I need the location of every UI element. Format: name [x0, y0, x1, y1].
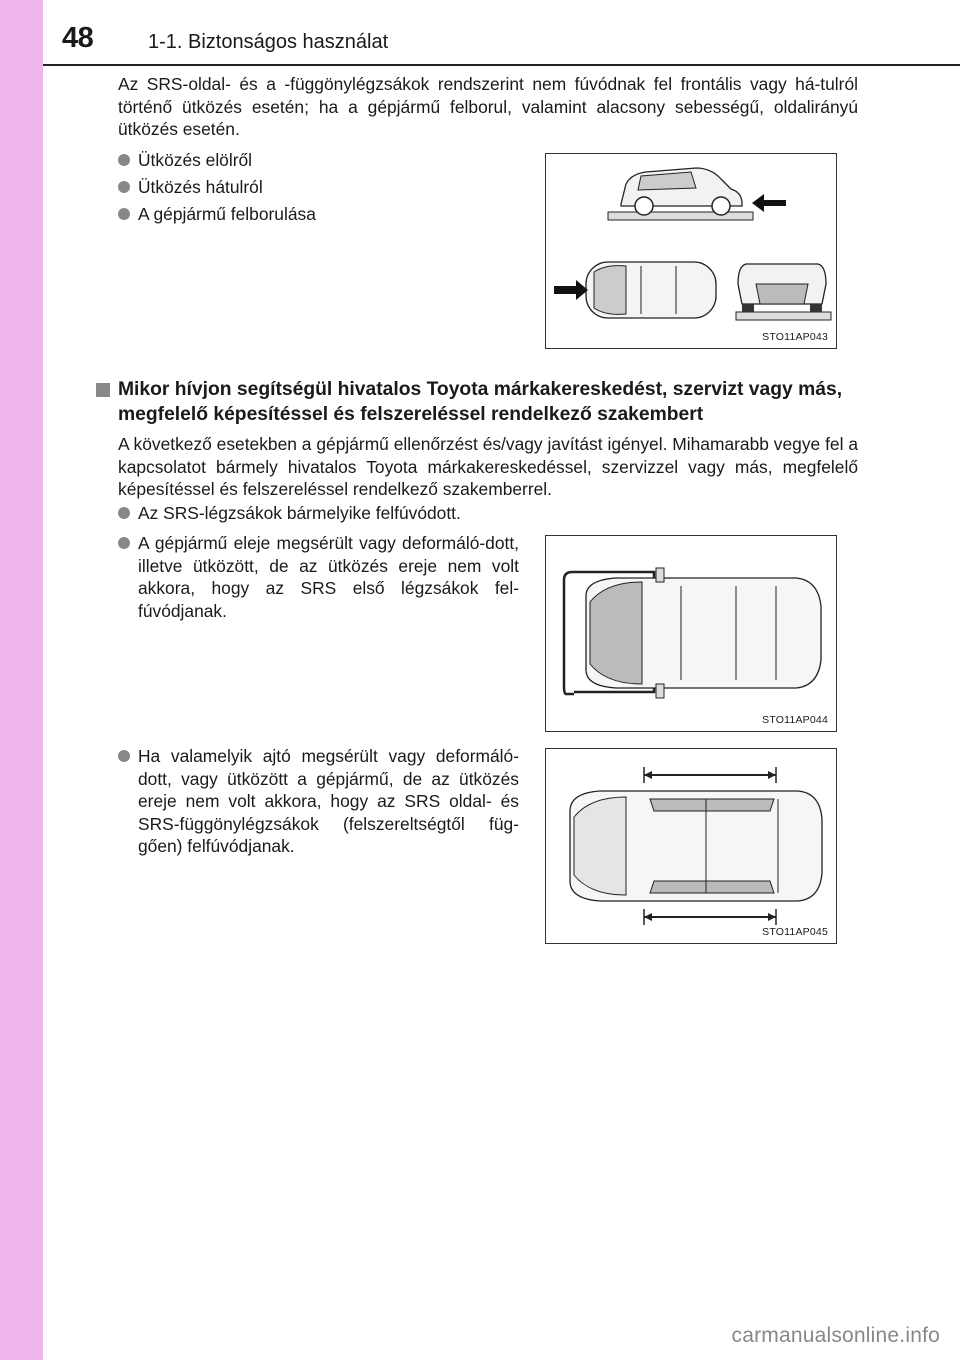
figure-collision-types — [545, 153, 837, 349]
watermark-text: carmanualsonline.info — [731, 1324, 940, 1347]
figure-code: STO11AP045 — [762, 926, 828, 938]
bullet-dot-icon — [118, 154, 130, 166]
section-square-icon — [96, 383, 110, 397]
bullet-text: A gépjármű eleje megsérült vagy deformáló-dott, illetve ütközött, de az ütközés ereje nem volt akkora, hogy az SRS első légzsákok fel-fúvódjanak. — [138, 533, 519, 621]
bullet-dot-icon — [118, 750, 130, 762]
collision-types-illustration — [546, 154, 836, 348]
bullet-dot-icon — [118, 208, 130, 220]
side-damage-illustration — [546, 749, 836, 943]
list-item — [138, 532, 519, 622]
section-heading: Mikor hívjon segítségül hivatalos Toyota márkakereskedést, szervizt vagy más, megfelelő képesítéssel és felszereléssel rendelkező szakembert — [96, 377, 866, 427]
bullet-text: Ütközés elölről — [138, 150, 253, 170]
bullet-text: Ütközés hátulról — [138, 177, 263, 197]
list-item — [138, 176, 518, 199]
section-paragraph: A következő esetekben a gépjármű ellenőrzést és/vagy javítást igényel. Mihamarabb vegye fel a kapcsolatot bármely hivatalos Toyota márkakereskedéssel, szervizzel vagy más, megfelelő képesítéssel és felszereléssel rendelkező szakemberrel. — [118, 434, 858, 499]
page-number: 48 — [62, 22, 94, 54]
bullet-dot-icon — [118, 507, 130, 519]
list-item — [138, 502, 858, 525]
figure-code: STO11AP043 — [762, 331, 828, 343]
list-item — [138, 149, 518, 172]
figure-front-damage — [545, 535, 837, 732]
bullet-text: Az SRS-légzsákok bármelyike felfúvódott. — [138, 503, 461, 523]
header-rule — [43, 64, 960, 66]
intro-paragraph: Az SRS-oldal- és a -függönylégzsákok rendszerint nem fúvódnak fel frontális vagy há-tulról történő ütközés esetén; ha a gépjármű felborul, valamint alacsony sebességű, oldalirányú ütközés esetén. — [118, 74, 858, 139]
figure-side-damage — [545, 748, 837, 944]
front-damage-illustration — [546, 536, 836, 731]
bullet-dot-icon — [118, 537, 130, 549]
bullet-text: A gépjármű felborulása — [138, 204, 316, 224]
list-item — [138, 203, 518, 226]
bullet-text: Ha valamelyik ajtó megsérült vagy deformáló-dott, vagy ütközött a gépjármű, de az ütközés ereje nem volt akkora, hogy az SRS oldal- és SRS-függönylégzsákok (felszereltségtől füg-gően) felfúvódjanak. — [138, 746, 519, 856]
side-tab-band — [0, 0, 43, 1360]
figure-code: STO11AP044 — [762, 714, 828, 726]
bullet-dot-icon — [118, 181, 130, 193]
chapter-title: 1-1. Biztonságos használat — [148, 31, 389, 53]
list-item — [138, 745, 519, 858]
